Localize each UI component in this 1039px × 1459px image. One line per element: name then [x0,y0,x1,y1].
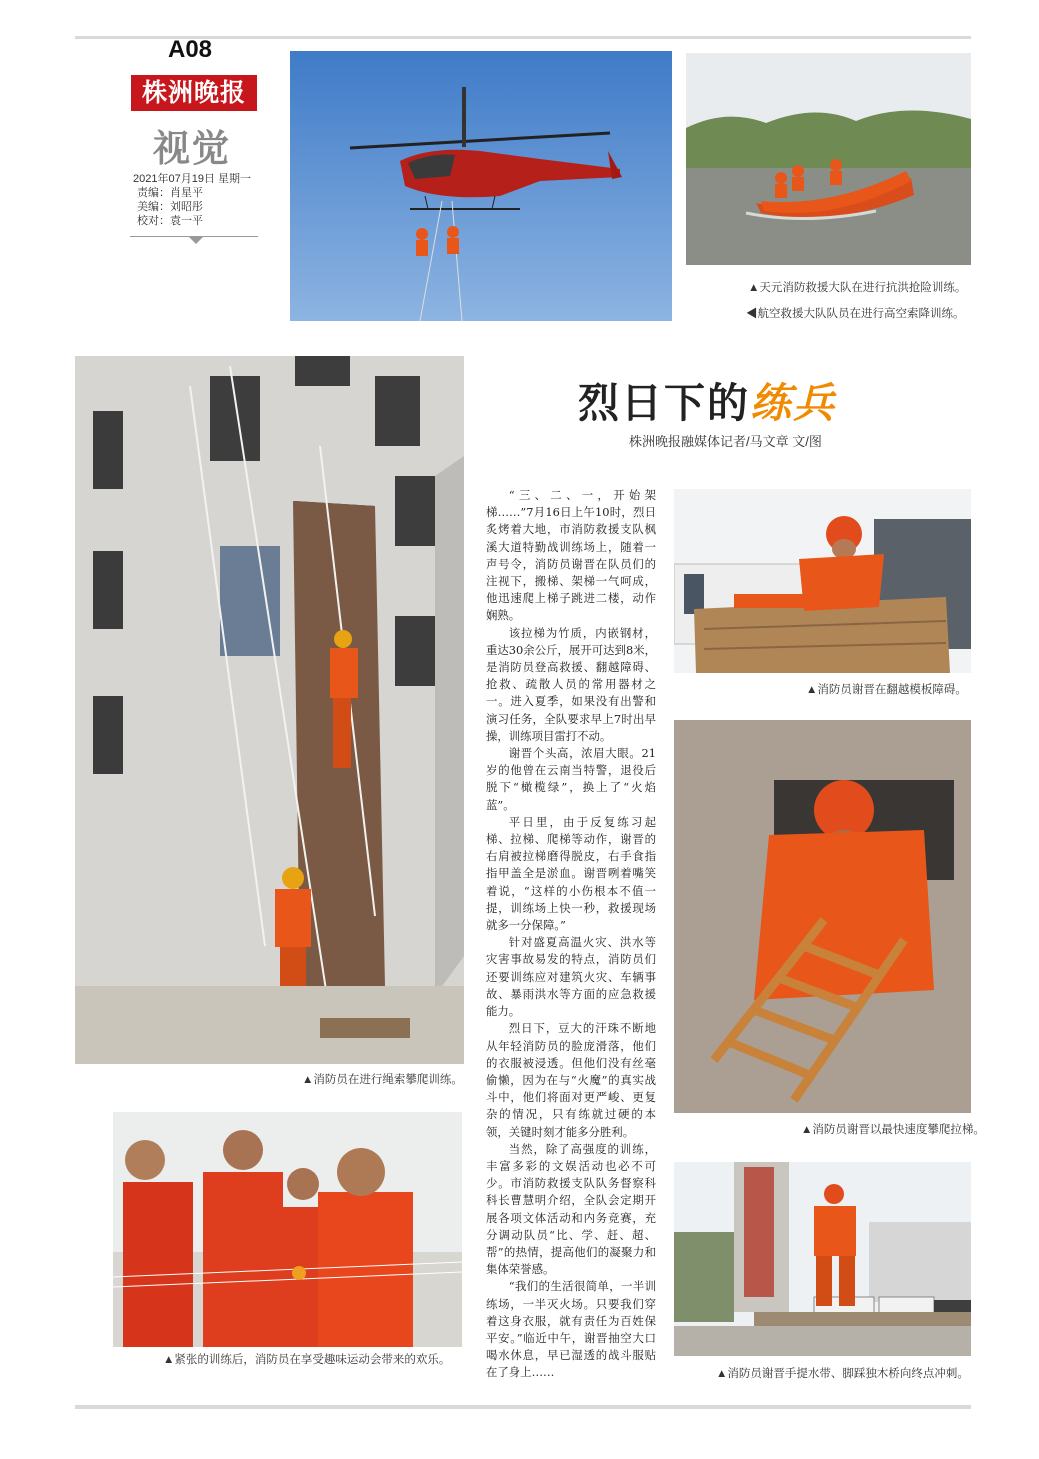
flood-caption: ▲天元消防救援大队在进行抗洪抢险训练。 [748,282,967,294]
article-paragraph: 针对盛夏高温火灾、洪水等灾害事故易发的特点，消防员们还要训练应对建筑火灾、车辆事故、暴雨洪水等方面的应急救援能力。 [486,935,656,1019]
article-body [486,487,656,1382]
date-line: 2021年07月19日 星期一 [133,173,251,185]
wall-obstacle-photo [674,489,971,673]
headline-part-1: 烈日下的 [578,380,750,426]
bottom-rule [75,1405,971,1409]
ladder-caption: ▲消防员谢晋以最快速度攀爬拉梯。 [801,1124,985,1136]
editor-line: 责编：肖星平 [137,187,203,199]
article-paragraph: 当然，除了高强度的训练，丰富多彩的文娱活动也必不可少。市消防救援支队队务督察科科长曹慧明介绍，全队会定期开展各项文体活动和内务竞赛，充分调动队员“比、学、赶、超、帮”的热情，提高他们的凝聚力和集体荣誉感。 [486,1141,656,1277]
article-paragraph: “三、二、一，开始架梯……”7月16日上午10时，烈日炙烤着大地，市消防救援支队枫溪大道特勤战训练场上，随着一声号令，消防员谢晋在队员们的注视下，搬梯、架梯一气呵成，他迅速爬上梯子跳进二楼，动作娴熟。 [486,488,656,623]
headline [578,370,836,429]
newspaper-logo: 株洲晚报 [131,75,257,111]
proofreader-line: 校对：袁一平 [137,215,203,227]
helicopter-caption: ◀航空救援大队队员在进行高空索降训练。 [746,308,965,320]
rope-climb-caption: ▲消防员在进行绳索攀爬训练。 [302,1074,463,1086]
balance-beam-caption: ▲消防员谢晋手提水带、脚踩独木桥向终点冲刺。 [716,1368,969,1380]
article-paragraph: “我们的生活很简单，一半训练场，一半灭火场。只要我们穿着这身衣服，就有责任为百姓保平安。”临近中午，谢晋抽空大口喝水休息，早已湿透的战斗服贴在了身上…… [486,1279,656,1380]
balance-beam-photo [674,1162,971,1356]
wall-obstacle-caption: ▲消防员谢晋在翻越模板障碍。 [806,684,967,696]
fun-games-photo [113,1112,462,1347]
ladder-photo [674,720,971,1113]
section-title: 视觉 [153,126,231,170]
article-paragraph: 该拉梯为竹质，内嵌钢材，重达30余公斤，展开可达到8米，是消防员登高救援、翻越障碍、抢救、疏散人员的常用器材之一。进入夏季，如果没有出警和演习任务，全队要求早上7时出早操，训练项目雷打不动。 [486,625,656,743]
byline: 株洲晚报融媒体记者/马文章 文/图 [629,434,822,449]
page-number: A08 [168,36,213,63]
masthead-pointer [188,236,204,244]
article-paragraph: 烈日下，豆大的汗珠不断地从年轻消防员的脸庞滑落，他们的衣服被浸透。但他们没有丝毫偷懒，因为在与“火魔”的真实战斗中，他们将面对更严峻、更复杂的情况，只有练就过硬的本领，关键时刻才能多分胜利。 [486,1021,656,1139]
fun-games-caption: ▲紧张的训练后，消防员在享受趣味运动会带来的欢乐。 [163,1354,451,1366]
article-paragraph: 平日里，由于反复练习起梯、拉梯、爬梯等动作，谢晋的右肩被拉梯磨得脱皮，右手食指指甲盖全是淤血。谢晋咧着嘴笑着说，“这样的小伤根本不值一提，训练场上快一秒，救援现场就多一分保障。” [486,814,656,933]
art-editor-line: 美编：刘昭彤 [137,201,203,213]
article-paragraph: 谢晋个头高，浓眉大眼。21岁的他曾在云南当特警，退役后脱下“橄榄绿”，换上了“火焰蓝”。 [486,746,656,812]
flood-rescue-photo [686,53,971,265]
helicopter-photo [290,51,672,321]
rope-climb-photo [75,356,464,1064]
headline-part-2: 练兵 [750,380,836,426]
